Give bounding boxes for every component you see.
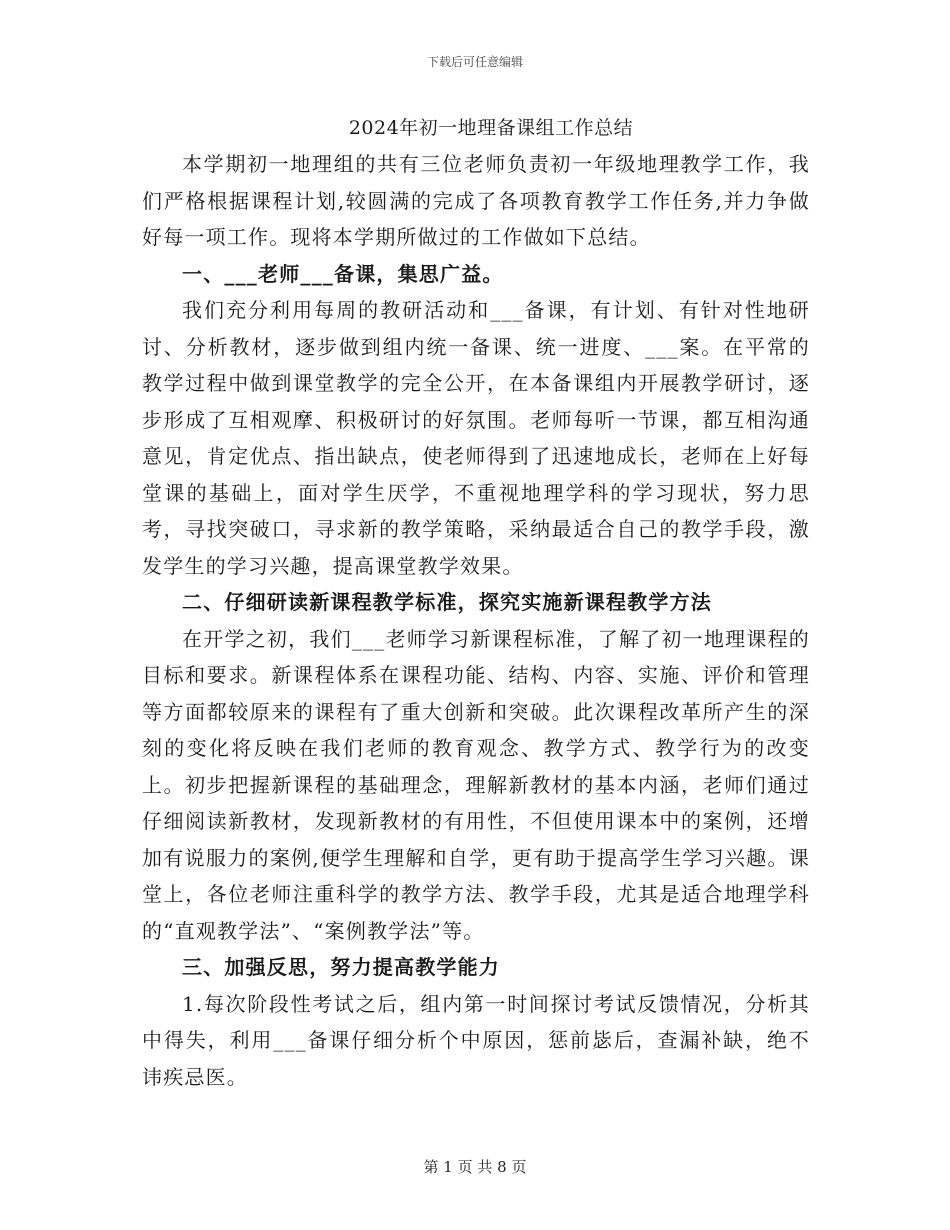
section-heading-1: 一、___老师___备课，集思广益。 bbox=[182, 261, 504, 286]
section-2-paragraph: 在开学之初，我们___老师学习新课程标准，了解了初一地理课程的目标和要求。新课程体系在课程功能、结构、内容、实施、评价和管理等方面都较原来的课程有了重大创新和突破。此次课程改革所产生的深刻的变化将反映在我们老师的教育观念、教学方式、教学行为的改变上。初步把握新课程的基础理念，理解新教材的基本内涵，老师们通过仔细阅读新教材，发现新教材的有用性，不但使用课本中的案例，还增加有说服力的案例,便学生理解和自学，更有助于提高学生学习兴趣。课堂上，各位老师注重科学的教学方法、教学手段，尤其是适合地理学科的“直观教学法”、“案例教学法”等。 bbox=[142, 626, 810, 943]
section-3-paragraph: 1.每次阶段性考试之后，组内第一时间探讨考试反馈情况，分析其中得失，利用___备课仔细分析个中原因，惩前毖后，查漏补缺，绝不讳疾忌医。 bbox=[142, 991, 810, 1089]
intro-paragraph: 本学期初一地理组的共有三位老师负责初一年级地理教学工作，我们严格根据课程计划,较圆满的完成了各项教育教学工作任务,并力争做好每一项工作。现将本学期所做过的工作做如下总结。 bbox=[142, 152, 810, 249]
section-1-paragraph: 我们充分利用每周的教研活动和___备课，有计划、有针对性地研讨、分析教材，逐步做到组内统一备课、统一进度、___案。在平常的教学过程中做到课堂教学的完全公开，在本备课组内开展教学研讨，逐步形成了互相观摩、积极研讨的好氛围。老师每听一节课，都互相沟通意见，肯定优点、指出缺点，使老师得到了迅速地成长，老师在上好每堂课的基础上，面对学生厌学，不重视地理学科的学习现状，努力思考，寻找突破口，寻求新的教学策略，采纳最适合自己的教学手段，激发学生的学习兴趣，提高课堂教学效果。 bbox=[142, 298, 810, 578]
page-number-footer: 第 1 页 共 8 页 bbox=[423, 1158, 527, 1176]
header-note: 下载后可任意编辑 bbox=[426, 55, 523, 69]
document-body bbox=[142, 110, 810, 1095]
section-heading-2: 二、仔细研读新课程教学标准，探究实施新课程教学方法 bbox=[182, 590, 712, 614]
section-heading-3: 三、加强反思，努力提高教学能力 bbox=[182, 955, 500, 979]
document-title: 2024年初一地理备课组工作总结 bbox=[348, 117, 634, 139]
